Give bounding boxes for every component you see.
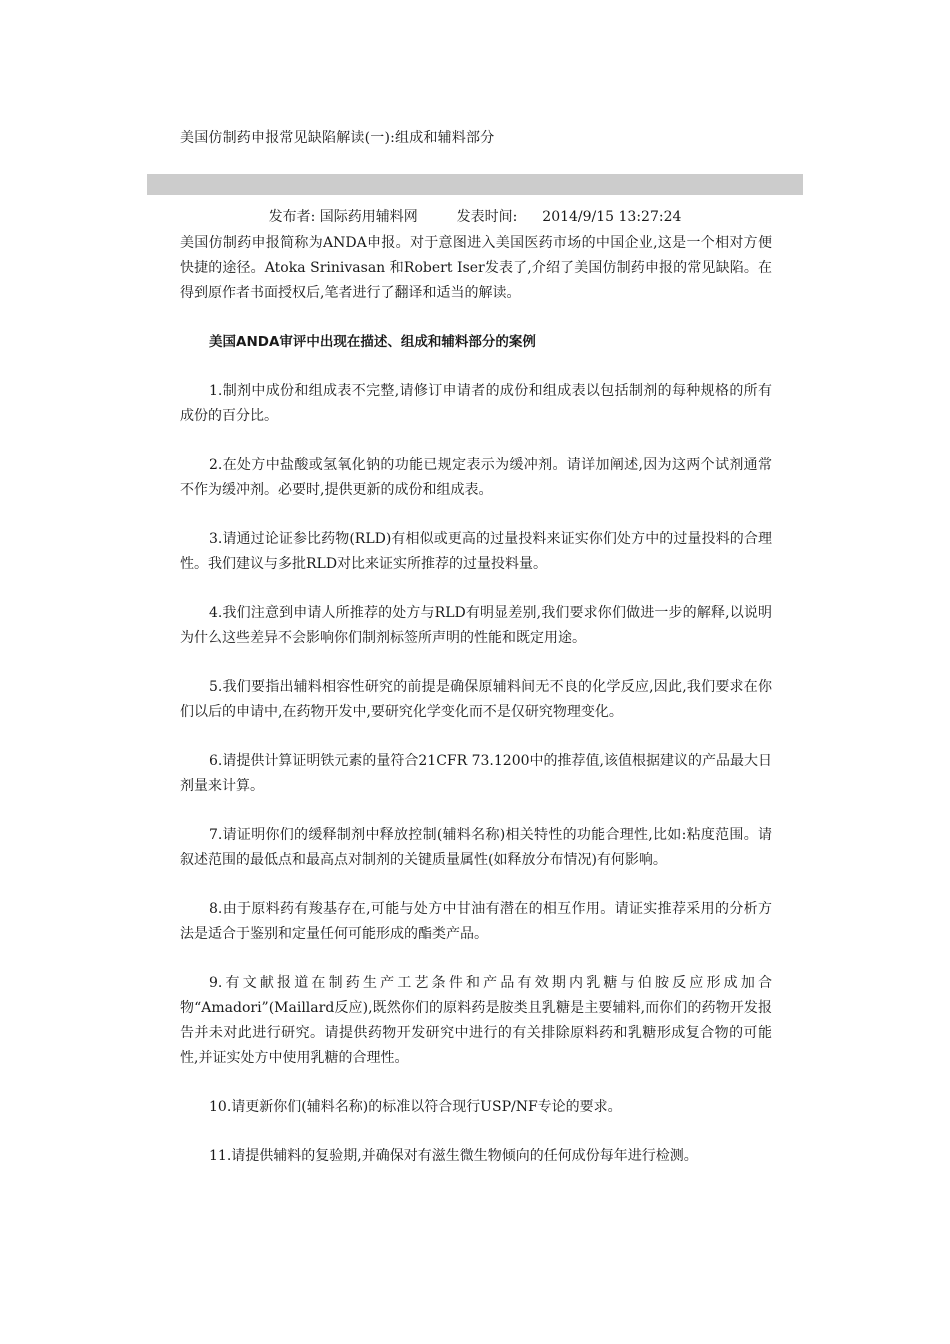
list-item: 6.请提供计算证明铁元素的量符合21CFR 73.1200中的推荐值,该值根据建议的产品最大日剂量来计算。 [180,753,772,794]
list-item: 5.我们要指出辅料相容性研究的前提是确保原辅料间无不良的化学反应,因此,我们要求在你们以后的申请中,在药物开发中,要研究化学变化而不是仅研究物理变化。 [180,679,772,720]
section-heading: 美国ANDA审评中出现在描述、组成和辅料部分的案例 [209,334,536,350]
list-item: 10.请更新你们(辅料名称)的标准以符合现行USP/NF专论的要求。 [209,1099,622,1115]
list-item: 11.请提供辅料的复验期,并确保对有滋生微生物倾向的任何成份每年进行检测。 [209,1148,698,1164]
title-divider-bar [147,174,803,195]
list-item: 9.有文献报道在制药生产工艺条件和产品有效期内乳糖与伯胺反应形成加合物“Amadori”(Maillard反应),既然你们的原料药是胺类且乳糖是主要辅料,而你们的药物开发报告并未对此进行研究。请提供药物开发研究中进行的有关排除原料药和乳糖形成复合物的可能性,并证实处方中使用乳糖的合理性。 [180,975,772,1066]
document-title: 美国仿制药申报常见缺陷解读(一):组成和辅料部分 [180,130,495,146]
publisher-label: 发布者: [268,209,316,225]
list-item: 1.制剂中成份和组成表不完整,请修订申请者的成份和组成表以包括制剂的每种规格的所有成份的百分比。 [180,383,772,424]
list-item: 2.在处方中盐酸或氢氧化钠的功能已规定表示为缓冲剂。请详加阐述,因为这两个试剂通常不作为缓冲剂。必要时,提供更新的成份和组成表。 [180,457,772,498]
list-item: 7.请证明你们的缓释制剂中释放控制(辅料名称)相关特性的功能合理性,比如:粘度范围。请叙述范围的最低点和最高点对制剂的关键质量属性(如释放分布情况)有何影响。 [180,827,772,868]
publish-meta [0,206,950,226]
intro-paragraph: 美国仿制药申报简称为ANDA申报。对于意图进入美国医药市场的中国企业,这是一个相对方便快捷的途径。Atoka Srinivasan 和Robert Iser发表了,介绍了美国仿制药申报的常见缺陷。在得到原作者书面授权后,笔者进行了翻译和适当的解读。 [180,235,772,301]
list-item: 4.我们注意到申请人所推荐的处方与RLD有明显差别,我们要求你们做进一步的解释,以说明为什么这些差异不会影响你们制剂标签所声明的性能和既定用途。 [180,605,772,646]
publisher-value: 国际药用辅料网 [319,209,418,225]
publish-time-label: 发表时间: [456,209,518,225]
list-item: 3.请通过论证参比药物(RLD)有相似或更高的过量投料来证实你们处方中的过量投料的合理性。我们建议与多批RLD对比来证实所推荐的过量投料量。 [180,531,772,572]
list-item: 8.由于原料药有羧基存在,可能与处方中甘油有潜在的相互作用。请证实推荐采用的分析方法是适合于鉴别和定量任何可能形成的酯类产品。 [180,901,772,942]
publish-time-value: 2014/9/15 13:27:24 [542,209,682,225]
article-body [180,231,772,1169]
